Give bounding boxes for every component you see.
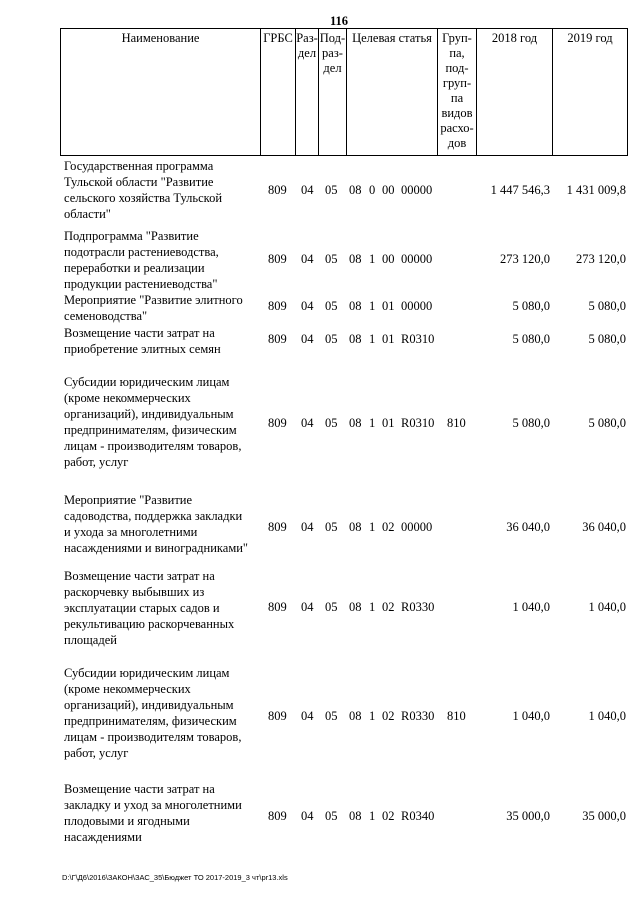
cell-amount-2018: 1 040,0 — [512, 709, 550, 723]
row-name — [64, 665, 264, 761]
cell-target-program: 08 — [349, 183, 362, 197]
row-name-line: Государственная программа — [64, 159, 214, 173]
cell-podrazdel: 05 — [325, 183, 338, 197]
cell-target-code: R0330 — [401, 600, 435, 614]
row-name — [64, 228, 264, 292]
row-name-line: (кроме некоммерческих — [64, 682, 191, 696]
cell-amount-2019: 273 120,0 — [576, 252, 626, 266]
cell-target-subprogram: 1 — [369, 299, 376, 313]
cell-target-subprogram: 1 — [369, 252, 376, 266]
row-name — [64, 158, 264, 222]
cell-grbs: 809 — [268, 416, 287, 430]
row-name-line: приобретение элитных семян — [64, 342, 221, 356]
cell-target-program: 08 — [349, 809, 362, 823]
row-name-line: закладку и уход за многолетними — [64, 798, 242, 812]
cell-grbs: 809 — [268, 252, 287, 266]
header-cell-2018 — [476, 28, 553, 156]
cell-grbs: 809 — [268, 520, 287, 534]
cell-podrazdel: 05 — [325, 520, 338, 534]
cell-amount-2018: 5 080,0 — [512, 299, 550, 313]
row-name-line: рекультивацию раскорчеванных — [64, 617, 235, 631]
cell-razdel: 04 — [301, 252, 314, 266]
row-name — [64, 292, 264, 324]
row-name-line: и ухода за многолетними — [64, 525, 198, 539]
row-name-line: Субсидии юридическим лицам — [64, 375, 230, 389]
cell-amount-2018: 1 040,0 — [512, 600, 550, 614]
cell-target-code: 00000 — [401, 183, 433, 197]
cell-amount-2019: 1 431 009,8 — [566, 183, 626, 197]
cell-target-code: 00000 — [401, 520, 433, 534]
file-path-footer: D:\Г\Д6\2016\ЗАКОН\ЗАС_35\Бюджет ТО 2017-2019_3 чт\pr13.xls — [62, 873, 288, 882]
row-name-line: эксплуатации старых садов и — [64, 601, 220, 615]
cell-razdel: 04 — [301, 600, 314, 614]
cell-target-code: 00000 — [401, 299, 433, 313]
row-name — [64, 568, 264, 648]
cell-amount-2018: 5 080,0 — [512, 332, 550, 346]
row-name-line: плодовыми и ягодными — [64, 814, 190, 828]
cell-podrazdel: 05 — [325, 709, 338, 723]
header-group-line: видов — [441, 106, 473, 120]
cell-grbs: 809 — [268, 332, 287, 346]
header-cell-name — [60, 28, 261, 156]
row-name-line: переработки и реализации — [64, 261, 205, 275]
row-name-line: раскорчевку выбывших из — [64, 585, 205, 599]
cell-amount-2018: 273 120,0 — [500, 252, 550, 266]
row-name-line: Тульской области "Развитие — [64, 175, 214, 189]
cell-podrazdel: 05 — [325, 299, 338, 313]
row-name — [64, 781, 264, 845]
cell-amount-2019: 1 040,0 — [588, 600, 626, 614]
cell-podrazdel: 05 — [325, 332, 338, 346]
row-name-line: насаждениями — [64, 830, 142, 844]
cell-amount-2019: 35 000,0 — [582, 809, 626, 823]
header-podrazdel — [318, 31, 347, 76]
header-group-line: Груп- — [442, 31, 472, 45]
cell-target-program: 08 — [349, 252, 362, 266]
header-podrazdel-line: дел — [323, 61, 342, 75]
cell-podrazdel: 05 — [325, 600, 338, 614]
header-podrazdel-line: раз- — [322, 46, 343, 60]
cell-amount-2019: 5 080,0 — [588, 416, 626, 430]
cell-target-event: 02 — [382, 709, 395, 723]
header-podrazdel-line: Под- — [319, 31, 346, 45]
header-group-line: расхо- — [440, 121, 474, 135]
cell-target-code: R0310 — [401, 332, 435, 346]
cell-target-event: 02 — [382, 520, 395, 534]
cell-podrazdel: 05 — [325, 416, 338, 430]
cell-target-event: 00 — [382, 252, 395, 266]
row-name-line: организаций), индивидуальным — [64, 407, 234, 421]
cell-target-subprogram: 1 — [369, 416, 376, 430]
cell-amount-2019: 5 080,0 — [588, 299, 626, 313]
cell-amount-2018: 36 040,0 — [506, 520, 550, 534]
row-name-line: продукции растениеводства" — [64, 277, 218, 291]
cell-razdel: 04 — [301, 520, 314, 534]
cell-target-subprogram: 1 — [369, 520, 376, 534]
row-name-line: Мероприятие "Развитие элитного — [64, 293, 243, 307]
row-name-line: площадей — [64, 633, 117, 647]
row-name-line: предпринимателям, физическим — [64, 423, 237, 437]
cell-target-code: R0330 — [401, 709, 435, 723]
header-cell-target — [346, 28, 438, 156]
row-name-line: семеноводства" — [64, 309, 148, 323]
header-group-line: груп- — [442, 76, 472, 90]
cell-expense-type: 810 — [447, 416, 466, 430]
row-name-line: подотрасли растениеводства, — [64, 245, 219, 259]
header-cell-2019 — [552, 28, 628, 156]
cell-target-subprogram: 0 — [369, 183, 376, 197]
row-name-line: области" — [64, 207, 111, 221]
cell-razdel: 04 — [301, 416, 314, 430]
cell-target-program: 08 — [349, 299, 362, 313]
cell-amount-2018: 1 447 546,3 — [490, 183, 550, 197]
row-name-line: Мероприятие "Развитие — [64, 493, 193, 507]
cell-target-event: 02 — [382, 600, 395, 614]
row-name-line: Возмещение части затрат на — [64, 782, 215, 796]
cell-target-program: 08 — [349, 520, 362, 534]
row-name-line: сельского хозяйства Тульской — [64, 191, 223, 205]
header-razdel — [295, 31, 319, 61]
cell-razdel: 04 — [301, 299, 314, 313]
cell-grbs: 809 — [268, 709, 287, 723]
cell-target-program: 08 — [349, 600, 362, 614]
row-name-line: Подпрограмма "Развитие — [64, 229, 199, 243]
cell-podrazdel: 05 — [325, 252, 338, 266]
row-name-line: Субсидии юридическим лицам — [64, 666, 230, 680]
row-name-line: организаций), индивидуальным — [64, 698, 234, 712]
header-grbs: ГРБС — [263, 31, 293, 45]
cell-target-program: 08 — [349, 709, 362, 723]
cell-target-subprogram: 1 — [369, 332, 376, 346]
cell-target-event: 01 — [382, 299, 395, 313]
header-group — [437, 31, 477, 151]
page-number: 116 — [330, 14, 349, 28]
cell-grbs: 809 — [268, 809, 287, 823]
header-razdel-line: Раз- — [296, 31, 318, 45]
cell-target-code: R0310 — [401, 416, 435, 430]
cell-target-event: 02 — [382, 809, 395, 823]
cell-razdel: 04 — [301, 183, 314, 197]
header-target: Целевая статья — [352, 31, 432, 45]
cell-target-subprogram: 1 — [369, 809, 376, 823]
cell-grbs: 809 — [268, 183, 287, 197]
cell-podrazdel: 05 — [325, 809, 338, 823]
cell-target-program: 08 — [349, 332, 362, 346]
cell-target-event: 01 — [382, 416, 395, 430]
cell-amount-2018: 5 080,0 — [512, 416, 550, 430]
row-name — [64, 325, 264, 357]
row-name — [64, 492, 264, 556]
header-cell-grbs — [260, 28, 296, 156]
cell-amount-2018: 35 000,0 — [506, 809, 550, 823]
header-group-line: под- — [445, 61, 469, 75]
cell-razdel: 04 — [301, 809, 314, 823]
header-year-2018: 2018 год — [491, 31, 538, 45]
cell-razdel: 04 — [301, 709, 314, 723]
row-name-line: (кроме некоммерческих — [64, 391, 191, 405]
cell-grbs: 809 — [268, 600, 287, 614]
cell-target-subprogram: 1 — [369, 709, 376, 723]
header-name: Наименование — [121, 31, 200, 45]
cell-target-program: 08 — [349, 416, 362, 430]
cell-target-code: R0340 — [401, 809, 435, 823]
cell-grbs: 809 — [268, 299, 287, 313]
row-name-line: лицам - производителям товаров, — [64, 439, 242, 453]
row-name-line: садоводства, поддержка закладки — [64, 509, 243, 523]
header-group-line: па — [450, 91, 464, 105]
header-group-line: па, — [449, 46, 465, 60]
row-name-line: работ, услуг — [64, 746, 129, 760]
cell-target-event: 00 — [382, 183, 395, 197]
cell-amount-2019: 1 040,0 — [588, 709, 626, 723]
row-name-line: Возмещение части затрат на — [64, 326, 215, 340]
cell-target-event: 01 — [382, 332, 395, 346]
cell-amount-2019: 36 040,0 — [582, 520, 626, 534]
cell-razdel: 04 — [301, 332, 314, 346]
header-group-line: дов — [447, 136, 467, 150]
row-name-line: предпринимателям, физическим — [64, 714, 237, 728]
row-name-line: работ, услуг — [64, 455, 129, 469]
row-name-line: Возмещение части затрат на — [64, 569, 215, 583]
cell-amount-2019: 5 080,0 — [588, 332, 626, 346]
cell-target-subprogram: 1 — [369, 600, 376, 614]
cell-expense-type: 810 — [447, 709, 466, 723]
header-year-2019: 2019 год — [567, 31, 613, 45]
row-name-line: насаждениями и виноградниками" — [64, 541, 249, 555]
header-razdel-line: дел — [297, 46, 317, 60]
row-name-line: лицам - производителям товаров, — [64, 730, 242, 744]
cell-target-code: 00000 — [401, 252, 433, 266]
row-name — [64, 374, 264, 470]
